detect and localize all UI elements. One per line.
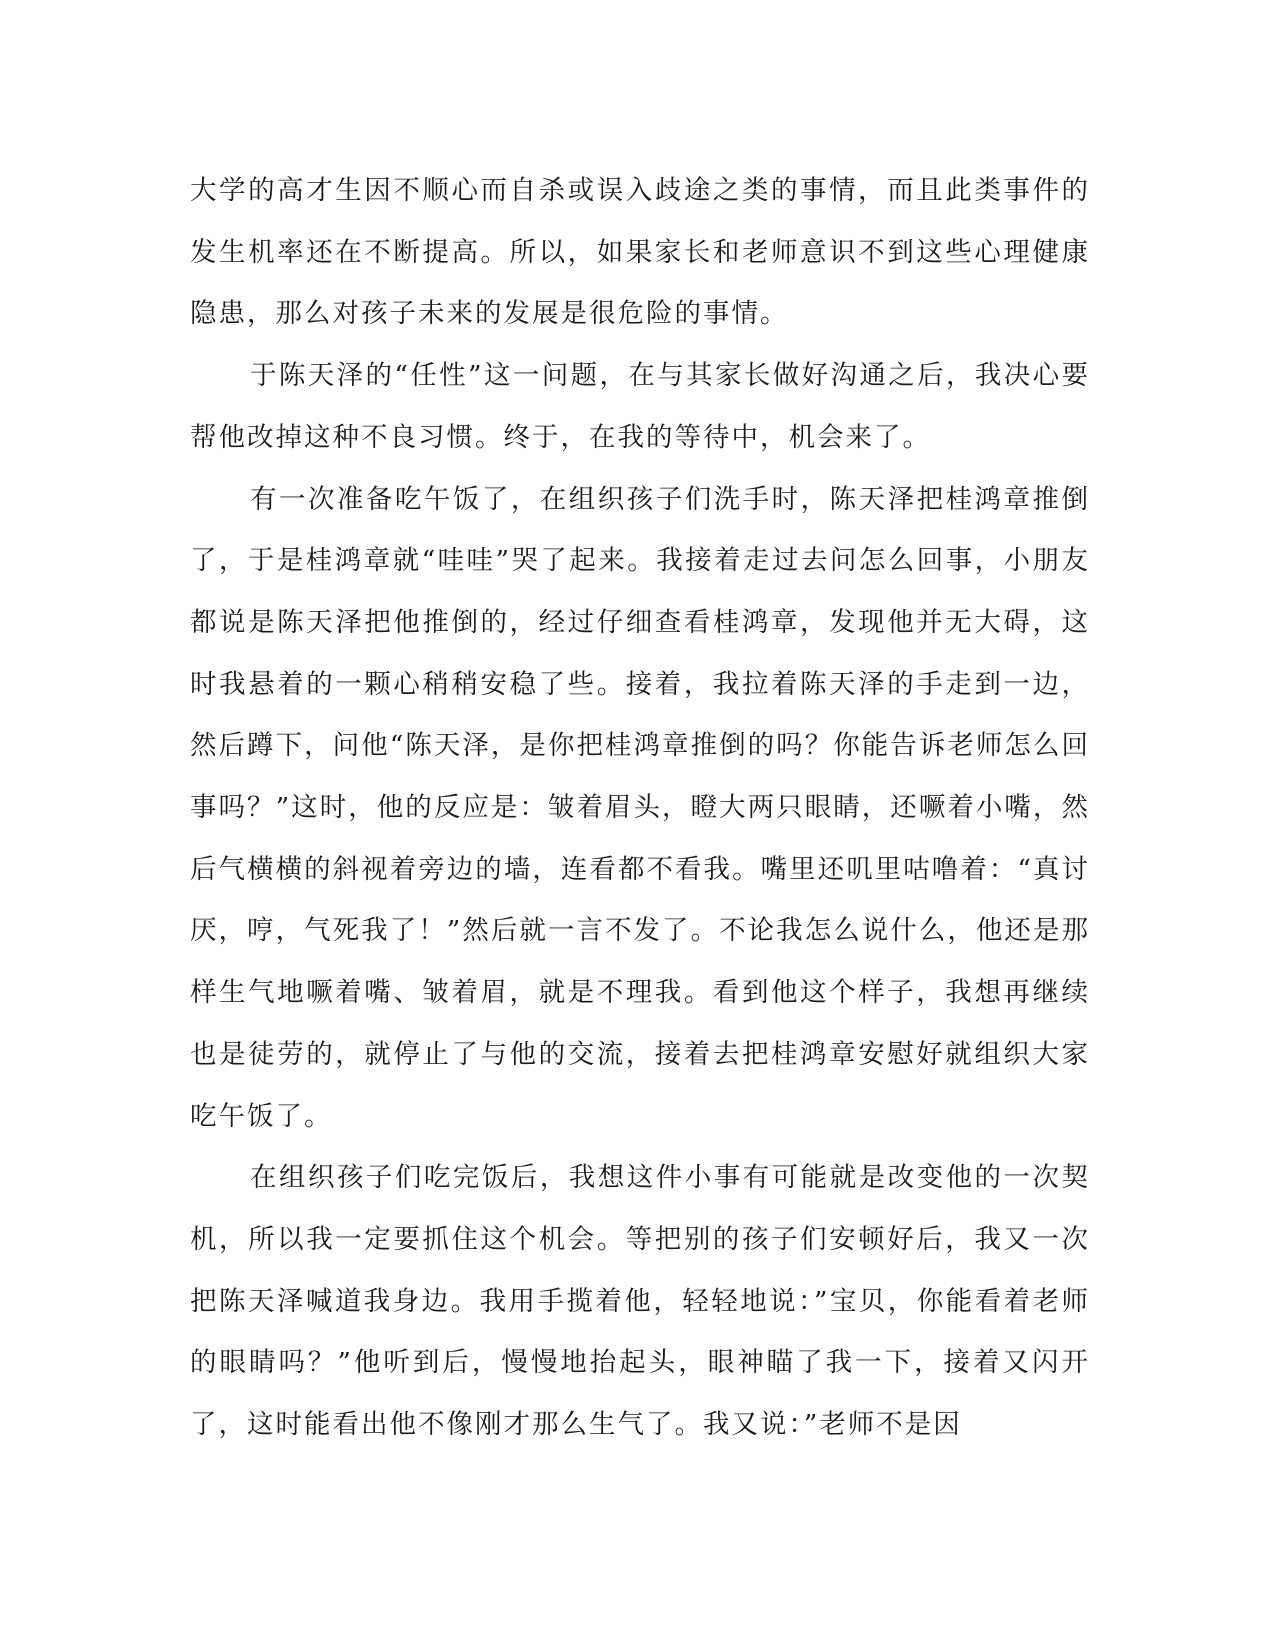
body-text <box>190 160 1090 1456</box>
paragraph-1: 大学的高才生因不顺心而自杀或误入歧途之类的事情，而且此类事件的发生机率还在不断提高。所以，如果家长和老师意识不到这些心理健康隐患，那么对孩子未来的发展是很危险的事情。 <box>190 175 1090 330</box>
paragraph-3: 有一次准备吃午饭了，在组织孩子们洗手时，陈天泽把桂鸿章推倒了，于是桂鸿章就“哇哇”哭了起来。我接着走过去问怎么回事，小朋友都说是陈天泽把他推倒的，经过仔细查看桂鸿章，发现他并无大碍，这时我悬着的一颗心稍稍安稳了些。接着，我拉着陈天泽的手走到一边，然后蹲下，问他“陈天泽，是你把桂鸿章推倒的吗？你能告诉老师怎么回事吗？”这时，他的反应是：皱着眉头，瞪大两只眼睛，还噘着小嘴，然后气横横的斜视着旁边的墙，连看都不看我。嘴里还叽里咕噜着：“真讨厌，哼，气死我了！”然后就一言不发了。不论我怎么说什么，他还是那样生气地噘着嘴、皱着眉，就是不理我。看到他这个样子，我想再继续也是徒劳的，就停止了与他的交流，接着去把桂鸿章安慰好就组织大家吃午饭了。 <box>190 483 1090 1132</box>
paragraph-4: 在组织孩子们吃完饭后，我想这件小事有可能就是改变他的一次契机，所以我一定要抓住这个机会。等把别的孩子们安顿好后，我又一次把陈天泽喊道我身边。我用手揽着他，轻轻地说：”宝贝，你能看着老师的眼睛吗？”他听到后，慢慢地抬起头，眼神瞄了我一下，接着又闪开了，这时能看出他不像刚才那么生气了。我又说：”老师不是因 <box>190 1162 1090 1441</box>
paragraph-2: 于陈天泽的“任性”这一问题，在与其家长做好沟通之后，我决心要帮他改掉这种不良习惯。终于，在我的等待中，机会来了。 <box>190 360 1090 453</box>
